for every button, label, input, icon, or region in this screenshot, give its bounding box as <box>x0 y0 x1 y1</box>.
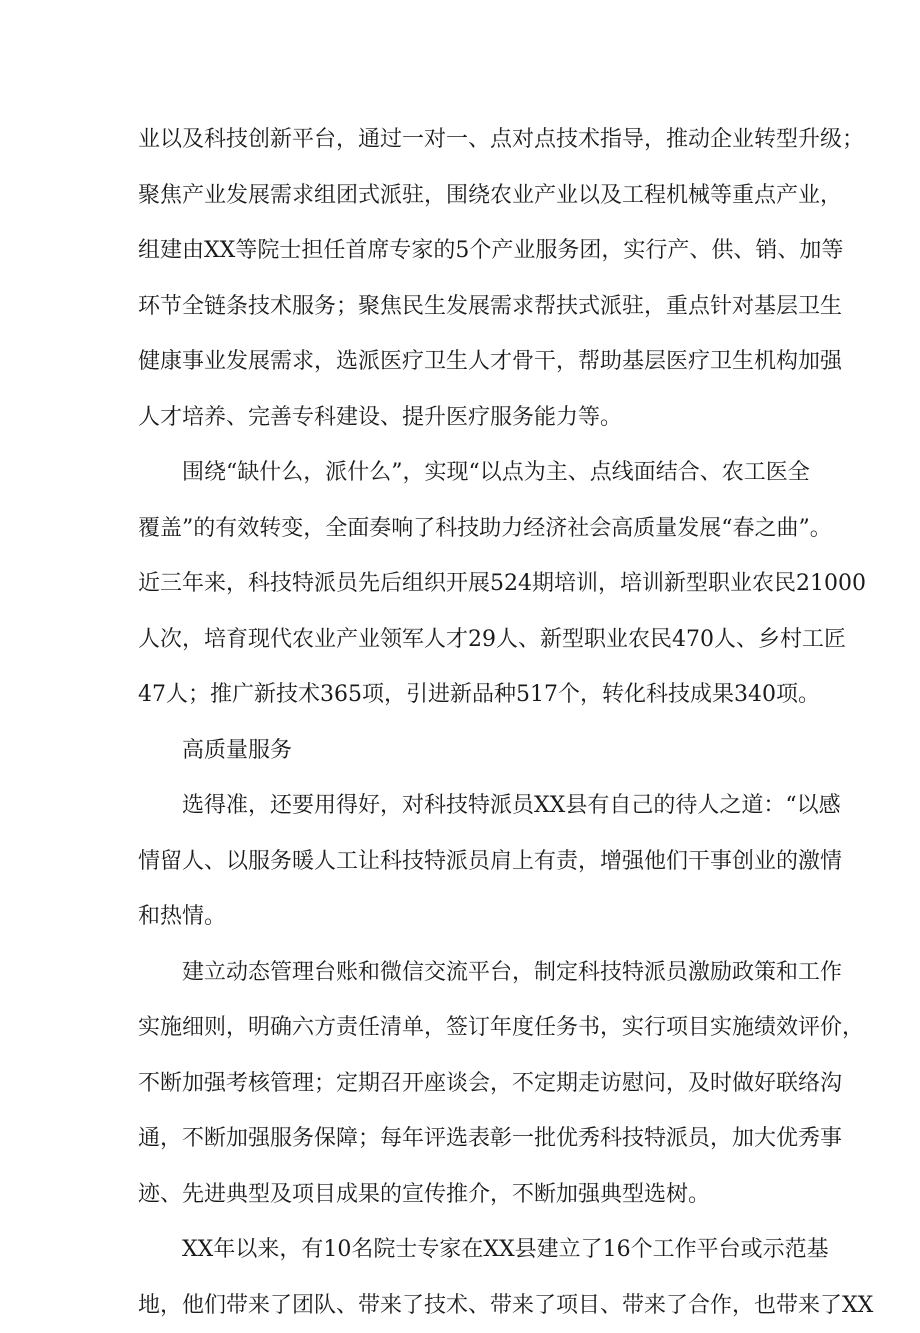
text-line: 组建由XX等院士担任首席专家的5个产业服务团，实行产、供、销、加等 <box>138 223 798 279</box>
text-line: XX年以来，有10名院士专家在XX县建立了16个工作平台或示范基 <box>138 1222 798 1278</box>
text-line: 通，不断加强服务保障；每年评选表彰一批优秀科技特派员，加大优秀事 <box>138 1111 798 1167</box>
paragraph <box>138 1222 798 1333</box>
text-line: 健康事业发展需求，选派医疗卫生人才骨干，帮助基层医疗卫生机构加强 <box>138 334 798 390</box>
paragraph <box>138 778 798 945</box>
text-line: 建立动态管理台账和微信交流平台，制定科技特派员激励政策和工作 <box>138 945 798 1001</box>
paragraph <box>138 112 798 445</box>
section-heading: 高质量服务 <box>138 723 798 779</box>
text-line: 选得准，还要用得好，对科技特派员XX县有自己的待人之道：“以感 <box>138 778 798 834</box>
text-line: 围绕“缺什么，派什么”，实现“以点为主、点线面结合、农工医全 <box>138 445 798 501</box>
text-line: 不断加强考核管理；定期召开座谈会，不定期走访慰问，及时做好联络沟 <box>138 1056 798 1112</box>
document-body <box>138 112 798 1333</box>
text-line: 近三年来，科技特派员先后组织开展524期培训，培训新型职业农民21000 <box>138 556 798 612</box>
text-line: 地，他们带来了团队、带来了技术、带来了项目、带来了合作，也带来了XX <box>138 1278 798 1333</box>
text-line: 覆盖”的有效转变，全面奏响了科技助力经济社会高质量发展“春之曲”。 <box>138 501 798 557</box>
text-line: 业以及科技创新平台，通过一对一、点对点技术指导，推动企业转型升级； <box>138 112 798 168</box>
text-line: 聚焦产业发展需求组团式派驻，围绕农业产业以及工程机械等重点产业， <box>138 168 798 224</box>
text-line: 情留人、以服务暖人工让科技特派员肩上有责，增强他们干事创业的激情 <box>138 834 798 890</box>
text-line: 环节全链条技术服务；聚焦民生发展需求帮扶式派驻，重点针对基层卫生 <box>138 279 798 335</box>
text-line: 迹、先进典型及项目成果的宣传推介，不断加强典型选树。 <box>138 1167 798 1223</box>
text-line: 人次，培育现代农业产业领军人才29人、新型职业农民470人、乡村工匠 <box>138 612 798 668</box>
text-line: 47人；推广新技术365项，引进新品种517个，转化科技成果340项。 <box>138 667 798 723</box>
text-line: 实施细则，明确六方责任清单，签订年度任务书，实行项目实施绩效评价， <box>138 1000 798 1056</box>
paragraph <box>138 445 798 723</box>
paragraph <box>138 945 798 1223</box>
text-line: 和热情。 <box>138 889 798 945</box>
text-line: 人才培养、完善专科建设、提升医疗服务能力等。 <box>138 390 798 446</box>
